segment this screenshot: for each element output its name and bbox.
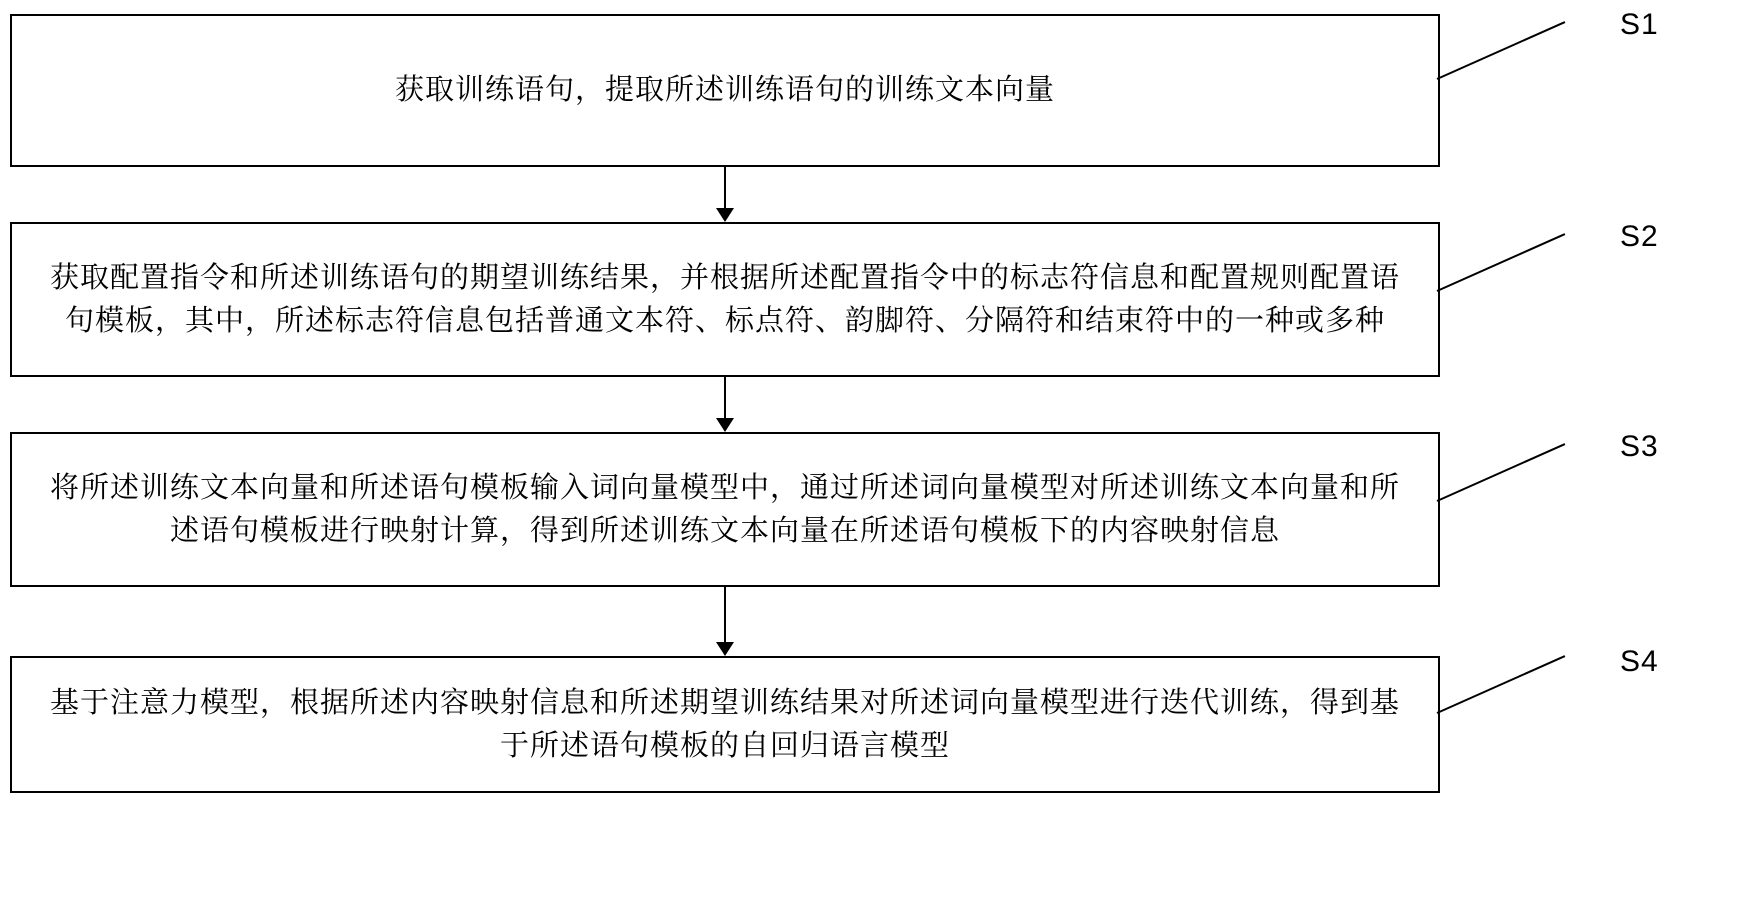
flow-step-s1-label: S1 (1620, 8, 1659, 41)
connector-s3-s4-line (724, 587, 726, 645)
flow-step-s4-text: 基于注意力模型，根据所述内容映射信息和所述期望训练结果对所述词向量模型进行迭代训练，得到基于所述语句模板的自回归语言模型 (49, 687, 1400, 762)
connector-s2-s3-line (724, 377, 726, 421)
leader-line-s3 (1437, 443, 1566, 502)
flow-step-s1 (10, 14, 1440, 167)
flow-step-s1-text: 获取训练语句，提取所述训练语句的训练文本向量 (394, 74, 1055, 107)
leader-line-s1 (1437, 21, 1566, 80)
flow-step-s2-text: 获取配置指令和所述训练语句的期望训练结果，并根据所述配置指令中的标志符信息和配置规则配置语句模板，其中，所述标志符信息包括普通文本符、标点符、韵脚符、分隔符和结束符中的一种或多种 (49, 262, 1400, 337)
connector-s2-s3-arrowhead (716, 418, 734, 432)
leader-line-s4 (1437, 655, 1566, 714)
flow-step-s4-label: S4 (1620, 645, 1659, 678)
flow-step-s2-label: S2 (1620, 220, 1659, 253)
connector-s3-s4-arrowhead (716, 642, 734, 656)
flow-step-s3-label: S3 (1620, 430, 1659, 463)
flow-step-s3 (10, 432, 1440, 587)
flow-step-s3-text: 将所述训练文本向量和所述语句模板输入词向量模型中，通过所述词向量模型对所述训练文本向量和所述语句模板进行映射计算，得到所述训练文本向量在所述语句模板下的内容映射信息 (49, 472, 1400, 547)
flow-step-s2 (10, 222, 1440, 377)
connector-s1-s2-arrowhead (716, 208, 734, 222)
flow-step-s4 (10, 656, 1440, 793)
leader-line-s2 (1437, 233, 1566, 292)
connector-s1-s2-line (724, 167, 726, 211)
